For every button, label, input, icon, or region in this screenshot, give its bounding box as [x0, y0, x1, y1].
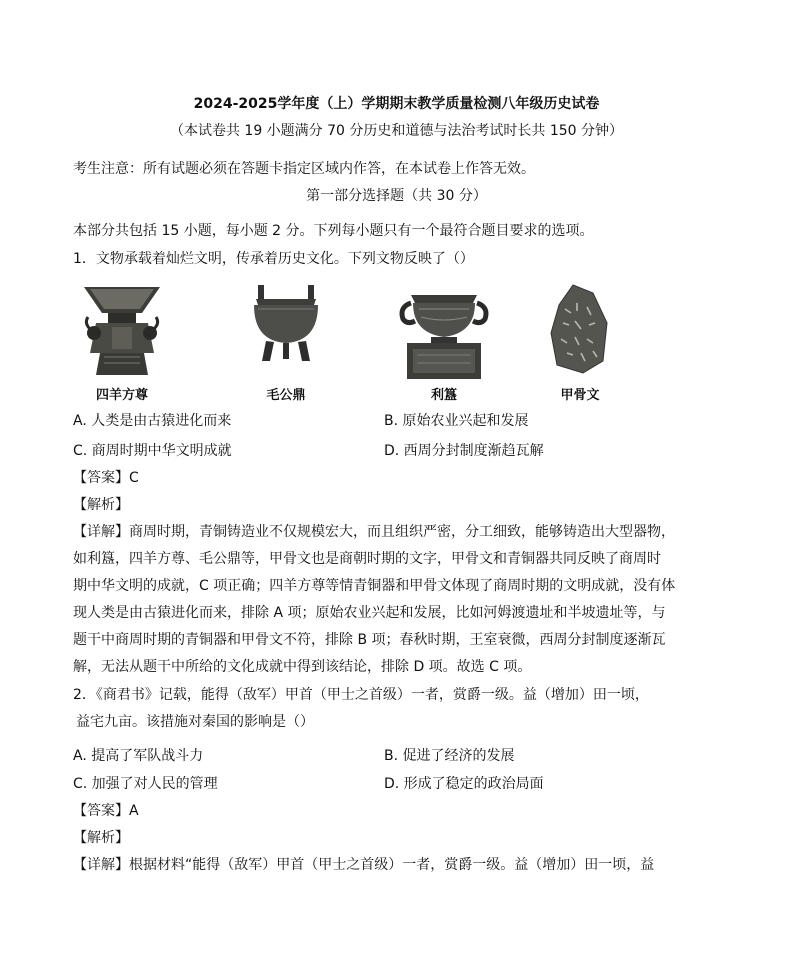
q1-option-b: B. 原始农业兴起和发展 — [384, 413, 529, 429]
question-2-stem: 2．《商君书》记载，能得（敌军）甲首（甲士之首级）一者，赏爵一级。益（增加）田一顷， — [73, 687, 649, 703]
q2-detail-line: 【详解】根据材料“能得（敌军）甲首（甲士之首级）一者，赏爵一级。益（增加）田一顷，益 — [73, 857, 655, 873]
q1-option-a: A. 人类是由古猿进化而来 — [73, 413, 232, 429]
artifact-caption-3: 利簋 — [430, 388, 457, 403]
artifact-caption-4: 甲骨文 — [560, 388, 600, 403]
q1-detail-line: 【详解】商周时期，青铜铸造业不仅规模宏大，而且组织严密，分工细致，能够铸造出大型器物， — [73, 524, 675, 540]
q1-detail-line: 解，无法从题干中所给的文化成就中得到该结论，排除 D 项。故选 C 项。 — [73, 659, 532, 675]
q1-detail-line: 如利簋，四羊方尊、毛公鼎等，甲骨文也是商朝时期的文字，甲骨文和青铜器共同反映了商周时 — [73, 551, 661, 567]
q2-option-c: C. 加强了对人民的管理 — [73, 776, 218, 792]
q1-detail-line: 题干中商周时期的青铜器和甲骨文不符，排除 B 项；春秋时期，王室衰微，西周分封制度逐渐瓦 — [73, 632, 666, 648]
q1-analysis-label: 【解析】 — [73, 497, 129, 513]
exam-title: 2024-2025学年度（上）学期期末教学质量检测八年级历史试卷 — [193, 96, 600, 112]
q1-option-c: C. 商周时期中华文明成就 — [73, 443, 232, 459]
artifact-caption-2: 毛公鼎 — [266, 388, 306, 403]
q1-option-d: D. 西周分封制度渐趋瓦解 — [384, 443, 544, 459]
exam-notice: 考生注意：所有试题必须在答题卡指定区域内作答，在本试卷上作答无效。 — [73, 161, 535, 177]
q1-detail-line: 现人类是由古猿进化而来，排除 A 项；原始农业兴起和发展，比如河姆渡遗址和半坡遗址等，与 — [73, 605, 666, 621]
bronze-zun-icon — [82, 283, 162, 378]
artifact-caption-1: 四羊方尊 — [95, 388, 148, 403]
q2-option-d: D. 形成了稳定的政治局面 — [384, 776, 544, 792]
section-heading: 第一部分选择题（共 30 分） — [306, 188, 487, 204]
question-1-stem: 1．文物承载着灿烂文明，传承着历史文化。下列文物反映了（） — [73, 251, 474, 267]
exam-subtitle: （本试卷共 19 小题满分 70 分历史和道德与法治考试时长共 150 分钟） — [169, 123, 624, 139]
oracle-bone-icon — [547, 283, 613, 375]
q1-answer: 【答案】C — [73, 470, 139, 486]
q2-option-a: A. 提高了军队战斗力 — [73, 748, 204, 764]
section-instruction: 本部分共包括 15 小题，每小题 2 分。下列每小题只有一个最符合题目要求的选项。 — [73, 223, 594, 239]
q2-answer: 【答案】A — [73, 803, 139, 819]
bronze-gui-icon — [397, 289, 491, 381]
q2-analysis-label: 【解析】 — [73, 830, 129, 846]
q2-option-b: B. 促进了经济的发展 — [384, 748, 515, 764]
question-2-stem-cont: 益宅九亩。该措施对秦国的影响是（） — [76, 714, 314, 730]
q1-detail-line: 期中华文明的成就，C 项正确；四羊方尊等情青铜器和甲骨文体现了商周时期的文明成就，没有体 — [73, 578, 676, 594]
bronze-ding-icon — [248, 285, 324, 363]
